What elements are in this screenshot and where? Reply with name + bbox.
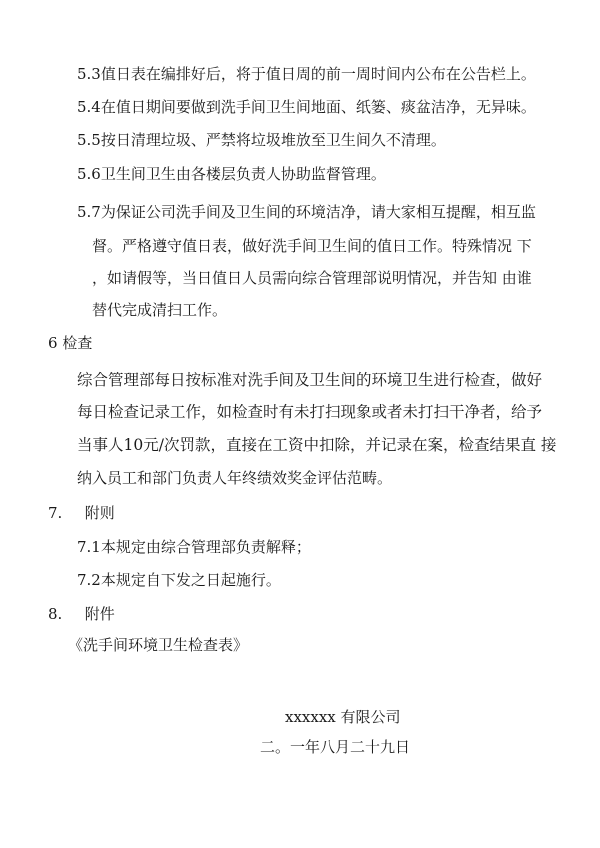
clause-7-1: 7.1本规定由综合管理部负责解释；: [77, 538, 311, 556]
section-7-heading: [48, 503, 115, 523]
attachment-name: 《洗手间环境卫生检查表》: [68, 636, 249, 654]
clause-5-7-line-2: 督。严格遵守值日表，做好洗手间卫生间的值日工作。特殊情况 下: [92, 237, 532, 255]
section-6-line-1: 综合管理部每日按标准对洗手间及卫生间的环境卫生进行检查，做好: [77, 371, 543, 389]
section-6-heading: [48, 333, 92, 353]
clause-5-7-line-1: 5.7为保证公司洗手间及卫生间的环境洁净，请大家相互提醒，相互监: [77, 203, 536, 221]
section-8-number: 8.: [48, 605, 63, 623]
section-6-number: 6: [48, 334, 58, 352]
clause-5-4: 5.4在值日期间要做到洗手间卫生间地面、纸篓、痰盆洁净，无异味。: [77, 98, 536, 116]
section-6-line-3: 当事人10元/次罚款，直接在工资中扣除，并记录在案，检查结果直 接: [77, 436, 557, 454]
clause-5-6: 5.6卫生间卫生由各楼层负责人协助监督管理。: [77, 165, 386, 183]
clause-5-7-line-3: ，如请假等，当日值日人员需向综合管理部说明情况，并告知 由谁: [92, 269, 532, 287]
section-7-number: 7.: [48, 504, 63, 522]
section-8-title: 附件: [84, 605, 115, 623]
company-name: xxxxxx 有限公司: [285, 708, 401, 726]
section-8-heading: [48, 604, 115, 624]
section-7-title: 附则: [84, 504, 115, 522]
section-6-title: 检查: [62, 334, 93, 352]
clause-5-7-line-4: 替代完成清扫工作。: [92, 301, 228, 319]
section-6-line-2: 每日检查记录工作，如检查时有未打扫现象或者未打扫干净者，给予: [77, 403, 543, 421]
clause-5-3: 5.3值日表在编排好后，将于值日周的前一周时间内公布在公告栏上。: [77, 65, 536, 83]
signature-date: 二。一年八月二十九日: [260, 738, 411, 756]
clause-5-5: 5.5按日清理垃圾、严禁将垃圾堆放至卫生间久不清理。: [77, 131, 446, 149]
section-6-line-4: 纳入员工和部门负责人年终绩效奖金评估范畴。: [77, 469, 393, 487]
clause-7-2: 7.2本规定自下发之日起施行。: [77, 571, 281, 589]
